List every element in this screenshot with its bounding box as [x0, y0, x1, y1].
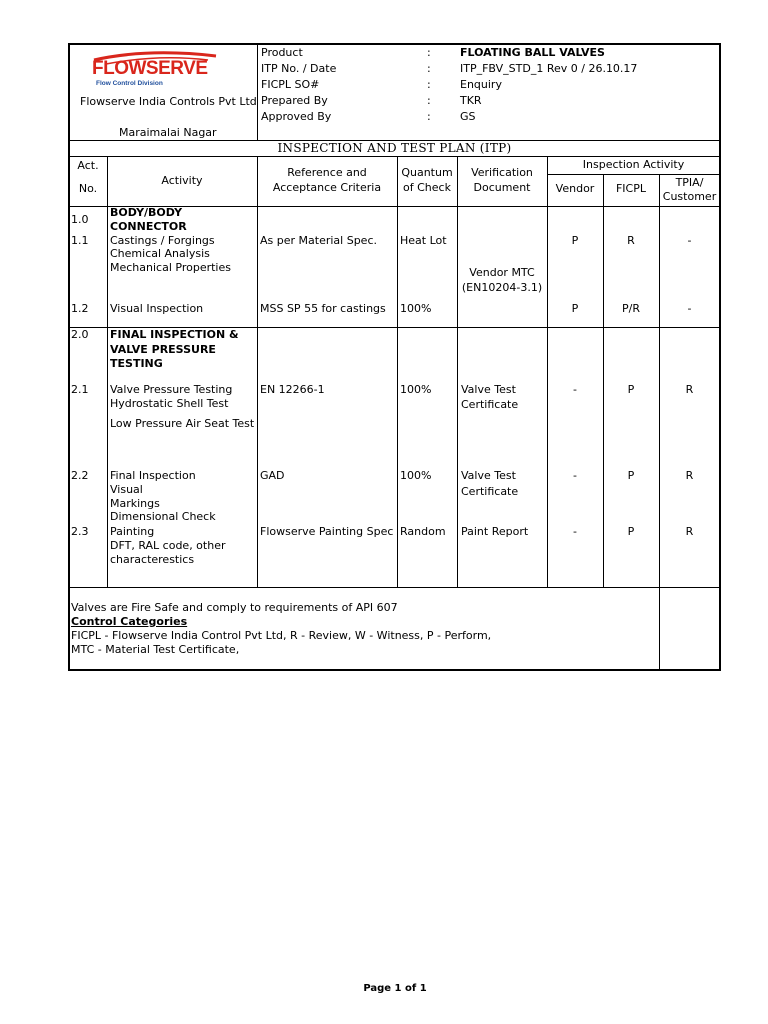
ficpl-1-2: P/R [622, 302, 640, 315]
note-fire-safe: Valves are Fire Safe and comply to requirements of API 607 [71, 601, 398, 614]
quantum-2-2: 100% [400, 469, 432, 482]
page-number: Page 1 of 1 [363, 983, 427, 994]
col-header-verification-1: Verification [471, 166, 533, 179]
quantum-1-2: 100% [400, 302, 432, 315]
col-divider-ficpl [659, 174, 660, 671]
section-title-1-line2: CONNECTOR [110, 220, 187, 233]
vendor-1-2: P [571, 302, 579, 315]
section-title-2-line2: VALVE PRESSURE [110, 343, 216, 356]
field-label-so: FICPL SO# [261, 78, 320, 91]
activity-2-1-line3: Low Pressure Air Seat Test [110, 417, 255, 430]
ficpl-1-1: R [627, 234, 635, 247]
col-header-vendor: Vendor [555, 182, 595, 195]
act-no-2-0: 2.0 [71, 328, 89, 341]
activity-1-2: Visual Inspection [110, 302, 204, 315]
vendor-2-1: - [573, 383, 577, 396]
reference-1-2: MSS SP 55 for castings [260, 302, 386, 315]
tpia-2-1: R [685, 383, 694, 396]
header-divider [257, 44, 258, 140]
col-header-reference-1: Reference and [287, 166, 367, 179]
vendor-2-3: - [573, 525, 577, 538]
quantum-2-3: Random [400, 525, 446, 538]
col-divider-quantum [457, 156, 458, 587]
note-legend-line2: MTC - Material Test Certificate, [71, 643, 240, 656]
activity-1-1-line2: Chemical Analysis [110, 247, 210, 260]
company-name: Flowserve India Controls Pvt Ltd [80, 95, 257, 108]
field-sep-approved: : [427, 110, 431, 123]
vendor-1-1: P [571, 234, 579, 247]
title-bottom-rule [69, 156, 720, 157]
act-no-1-0: 1.0 [71, 213, 89, 226]
col-header-act: Act. [77, 159, 99, 172]
field-value-prepared: TKR [460, 94, 482, 107]
note-legend-line1: FICPL - Flowserve India Control Pvt Ltd, R - Review, W - Witness, P - Perform, [71, 629, 492, 642]
act-no-2-1: 2.1 [71, 383, 89, 396]
activity-2-3-line3: characterestics [110, 553, 195, 566]
field-label-product: Product [261, 46, 303, 59]
col-divider-reference [397, 156, 398, 587]
field-value-so: Enquiry [460, 78, 502, 91]
col-header-reference-2: Acceptance Criteria [272, 181, 382, 194]
field-label-prepared: Prepared By [261, 94, 328, 107]
col-header-verification-2: Document [473, 181, 531, 194]
field-sep-product: : [427, 46, 431, 59]
col-header-quantum-1: Quantum [401, 166, 453, 179]
quantum-1-1: Heat Lot [400, 234, 447, 247]
col-header-tpia-2: Customer [662, 190, 717, 203]
section-title-1-line1: BODY/BODY [110, 206, 183, 219]
note-control-categories-heading: Control Categories [71, 615, 188, 628]
activity-2-1-line1: Valve Pressure Testing [110, 383, 233, 396]
tpia-2-3: R [685, 525, 694, 538]
activity-2-1-line2: Hydrostatic Shell Test [110, 397, 229, 410]
reference-2-1: EN 12266-1 [260, 383, 325, 396]
verification-2-2-line2: Certificate [461, 485, 519, 498]
tpia-1-2: - [687, 302, 692, 315]
ficpl-2-2: P [627, 469, 635, 482]
verification-2-2-line1: Valve Test [461, 469, 516, 482]
field-value-product: FLOATING BALL VALVES [460, 46, 605, 59]
activity-1-1-line1: Castings / Forgings [110, 234, 215, 247]
tpia-1-1: - [687, 234, 692, 247]
field-sep-prepared: : [427, 94, 431, 107]
vendor-2-2: - [573, 469, 577, 482]
act-no-1-2: 1.2 [71, 302, 89, 315]
col-header-tpia-1: TPIA/ [675, 176, 704, 189]
field-label-approved: Approved By [261, 110, 332, 123]
reference-2-3: Flowserve Painting Spec [260, 525, 394, 538]
quantum-2-1: 100% [400, 383, 432, 396]
col-header-ficpl: FICPL [615, 182, 646, 195]
act-no-2-3: 2.3 [71, 525, 89, 538]
logo-wordmark: FLOWSERVE [92, 58, 208, 79]
verification-2-3: Paint Report [461, 525, 529, 538]
col-header-inspection-activity: Inspection Activity [582, 158, 685, 171]
ficpl-2-1: P [627, 383, 635, 396]
section-title-2-line1: FINAL INSPECTION & [110, 328, 239, 341]
col-divider-act [107, 156, 108, 587]
activity-2-2-line1: Final Inspection [110, 469, 196, 482]
field-sep-so: : [427, 78, 431, 91]
activity-2-2-line3: Markings [110, 497, 160, 510]
act-no-1-1: 1.1 [71, 234, 89, 247]
field-sep-itp-no: : [427, 62, 431, 75]
company-location: Maraimalai Nagar [119, 126, 217, 139]
activity-2-2-line4: Dimensional Check [110, 510, 216, 523]
field-value-itp-no: ITP_FBV_STD_1 Rev 0 / 26.10.17 [460, 62, 638, 75]
inspection-activity-rule [547, 174, 720, 175]
verification-2-1-line2: Certificate [461, 398, 519, 411]
reference-2-2: GAD [260, 469, 285, 482]
act-no-2-2: 2.2 [71, 469, 89, 482]
verification-1-1-line2: (EN10204-3.1) [461, 281, 543, 294]
verification-1-1-line1: Vendor MTC [469, 266, 535, 279]
section-title-2-line3: TESTING [110, 357, 163, 370]
activity-2-3-line1: Painting [110, 525, 155, 538]
field-value-approved: GS [460, 110, 476, 123]
reference-1-1: As per Material Spec. [260, 234, 377, 247]
col-divider-verification [547, 156, 548, 587]
ficpl-2-3: P [627, 525, 635, 538]
verification-2-1-line1: Valve Test [461, 383, 516, 396]
field-label-itp-no: ITP No. / Date [261, 62, 337, 75]
tpia-2-2: R [685, 469, 694, 482]
col-header-activity: Activity [161, 174, 203, 187]
logo-subtitle: Flow Control Division [96, 80, 163, 87]
document-title: INSPECTION AND TEST PLAN (ITP) [277, 141, 512, 155]
flowserve-logo [88, 50, 228, 90]
activity-2-3-line2: DFT, RAL code, other [110, 539, 226, 552]
activity-2-2-line2: Visual [110, 483, 143, 496]
activity-1-1-line3: Mechanical Properties [110, 261, 231, 274]
col-header-quantum-2: of Check [403, 181, 451, 194]
col-divider-activity [257, 156, 258, 587]
col-header-no: No. [78, 182, 98, 195]
notes-top-rule [69, 587, 720, 588]
